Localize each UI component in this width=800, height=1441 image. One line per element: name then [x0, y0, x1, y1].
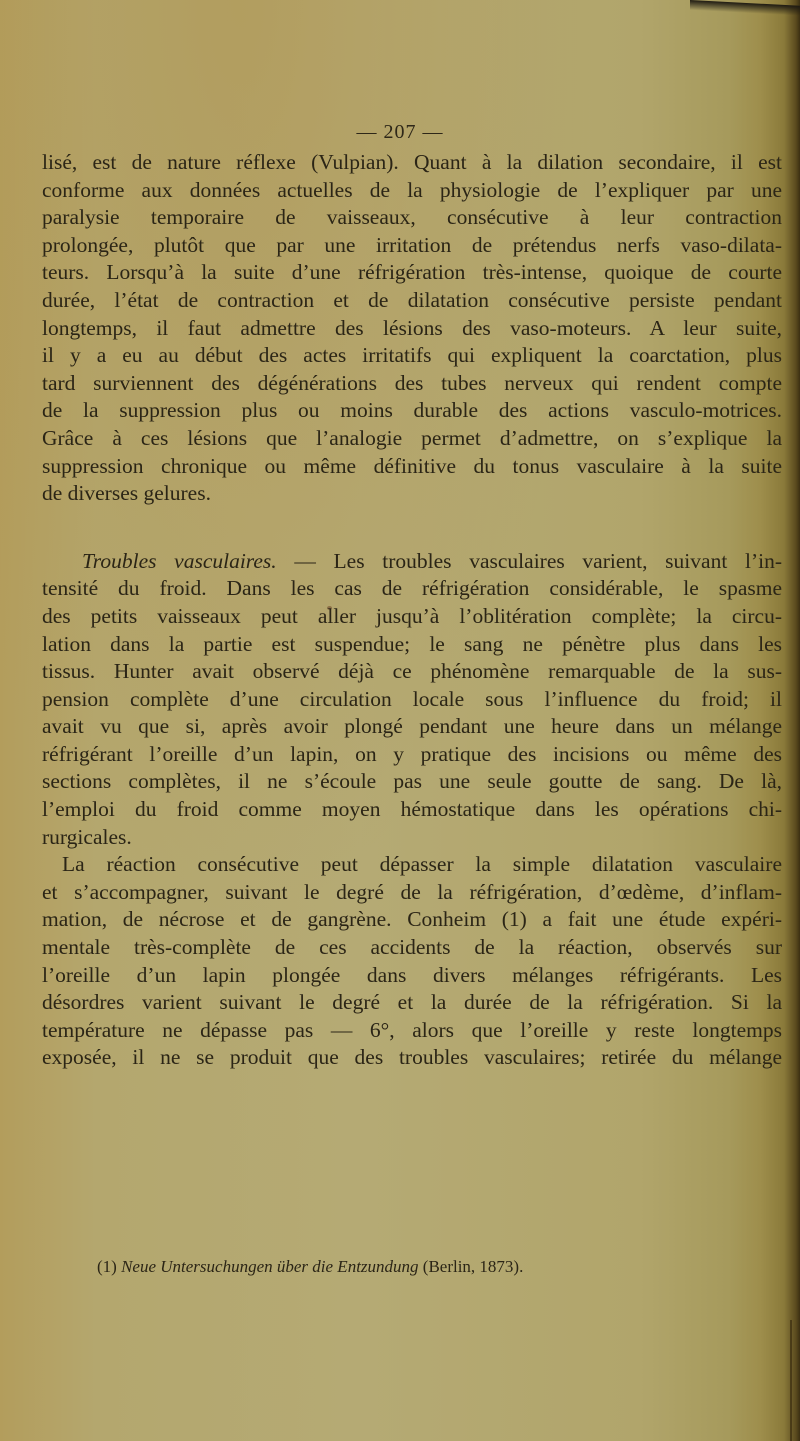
text-line: tensité du froid. Dans les cas de réfrigération considérable, le spasme [42, 576, 782, 601]
text-line: paralysie temporaire de vaisseaux, consécutive à leur contraction [42, 205, 782, 230]
text-line: durée, l’état de contraction et de dilatation consécutive persiste pendant [42, 287, 782, 312]
text-line: lisé, est de nature réflexe (Vulpian). Quant à la dilation secondaire, il est [42, 150, 782, 174]
text-line: longtemps, il faut admettre des lésions des vaso-moteurs. A leur suite, [42, 315, 782, 340]
text-line: tard surviennent des dégénérations des tubes nerveux qui rendent compte [42, 370, 782, 395]
text-line: prolongée, plutôt que par une irritation de prétendus nerfs vaso-dilata- [42, 232, 782, 257]
section-gap [42, 508, 782, 548]
paragraph-2 [42, 548, 782, 852]
text-line: mentale très-complète de ces accidents de la réaction, observés sur [42, 935, 782, 960]
page-number: — 207 — [356, 121, 444, 143]
text-line: pension complète d’une circulation locale sous l’influence du froid; il [42, 686, 782, 711]
paragraph-1 [42, 149, 782, 508]
text-line: teurs. Lorsqu’à la suite d’une réfrigération très-intense, quoique de courte [42, 260, 782, 285]
text-line: désordres varient suivant le degré et la durée de la réfrigération. Si la [42, 990, 782, 1015]
body-text [42, 149, 782, 1072]
text-line: de la suppression plus ou moins durable des actions vasculo-motrices. [42, 398, 782, 423]
text-line: mation, de nécrose et de gangrène. Conheim (1) a fait une étude expéri- [42, 907, 782, 932]
footnote [97, 1257, 523, 1277]
text-line: conforme aux données actuelles de la physiologie de l’expliquer par une [42, 177, 782, 202]
text-line: l’emploi du froid comme moyen hémostatique dans les opérations chi- [42, 797, 782, 822]
footnote-marker: (1) [97, 1257, 122, 1276]
text-line: rurgicales. [42, 824, 132, 849]
footnote-title: Neue Untersuchungen über die Entzundung [121, 1257, 419, 1276]
paragraph-3 [42, 851, 782, 1072]
text-line: l’oreille d’un lapin plongée dans divers mélanges réfrigérants. Les [42, 962, 782, 987]
text-line: avait vu que si, après avoir plongé pendant une heure dans un mélange [42, 714, 782, 739]
text-line: Grâce à ces lésions que l’analogie permet d’admettre, on s’explique la [42, 425, 782, 450]
text-line: de diverses gelures. [42, 481, 211, 506]
text-line: La réaction consécutive peut dépasser la simple dilatation vasculaire [62, 852, 782, 877]
page-edge-shadow [690, 0, 800, 16]
text-line: sections complètes, il ne s’écoule pas une seule goutte de sang. De là, [42, 769, 782, 794]
heading-continuation: — Les troubles vasculaires varient, suivant l’in- [276, 548, 782, 573]
text-line: et s’accompagner, suivant le degré de la réfrigération, d’œdème, d’inflam- [42, 879, 782, 904]
text-line: suppression chronique ou même définitive du tonus vasculaire à la suite [42, 453, 782, 478]
text-line: des petits vaisseaux peut aller jusqu’à l’oblitération complète; la circu- [42, 603, 782, 628]
text-line [42, 548, 782, 576]
text-line: tissus. Hunter avait observé déjà ce phénomène remarquable de la sus- [42, 659, 782, 684]
text-line: il y a eu au début des actes irritatifs qui expliquent la coarctation, plus [42, 343, 782, 368]
text-line: lation dans la partie est suspendue; le sang ne pénètre plus dans les [42, 631, 782, 656]
text-line: exposée, il ne se produit que des troubles vasculaires; retirée du mélange [42, 1045, 782, 1070]
section-heading: Troubles vasculaires. [82, 548, 277, 573]
gutter-crease [790, 1320, 792, 1441]
footnote-citation: (Berlin, 1873). [418, 1257, 524, 1276]
text-line: température ne dépasse pas — 6°, alors que l’oreille y reste longtemps [42, 1017, 782, 1042]
text-line: réfrigérant l’oreille d’un lapin, on y pratique des incisions ou même des [42, 741, 782, 766]
